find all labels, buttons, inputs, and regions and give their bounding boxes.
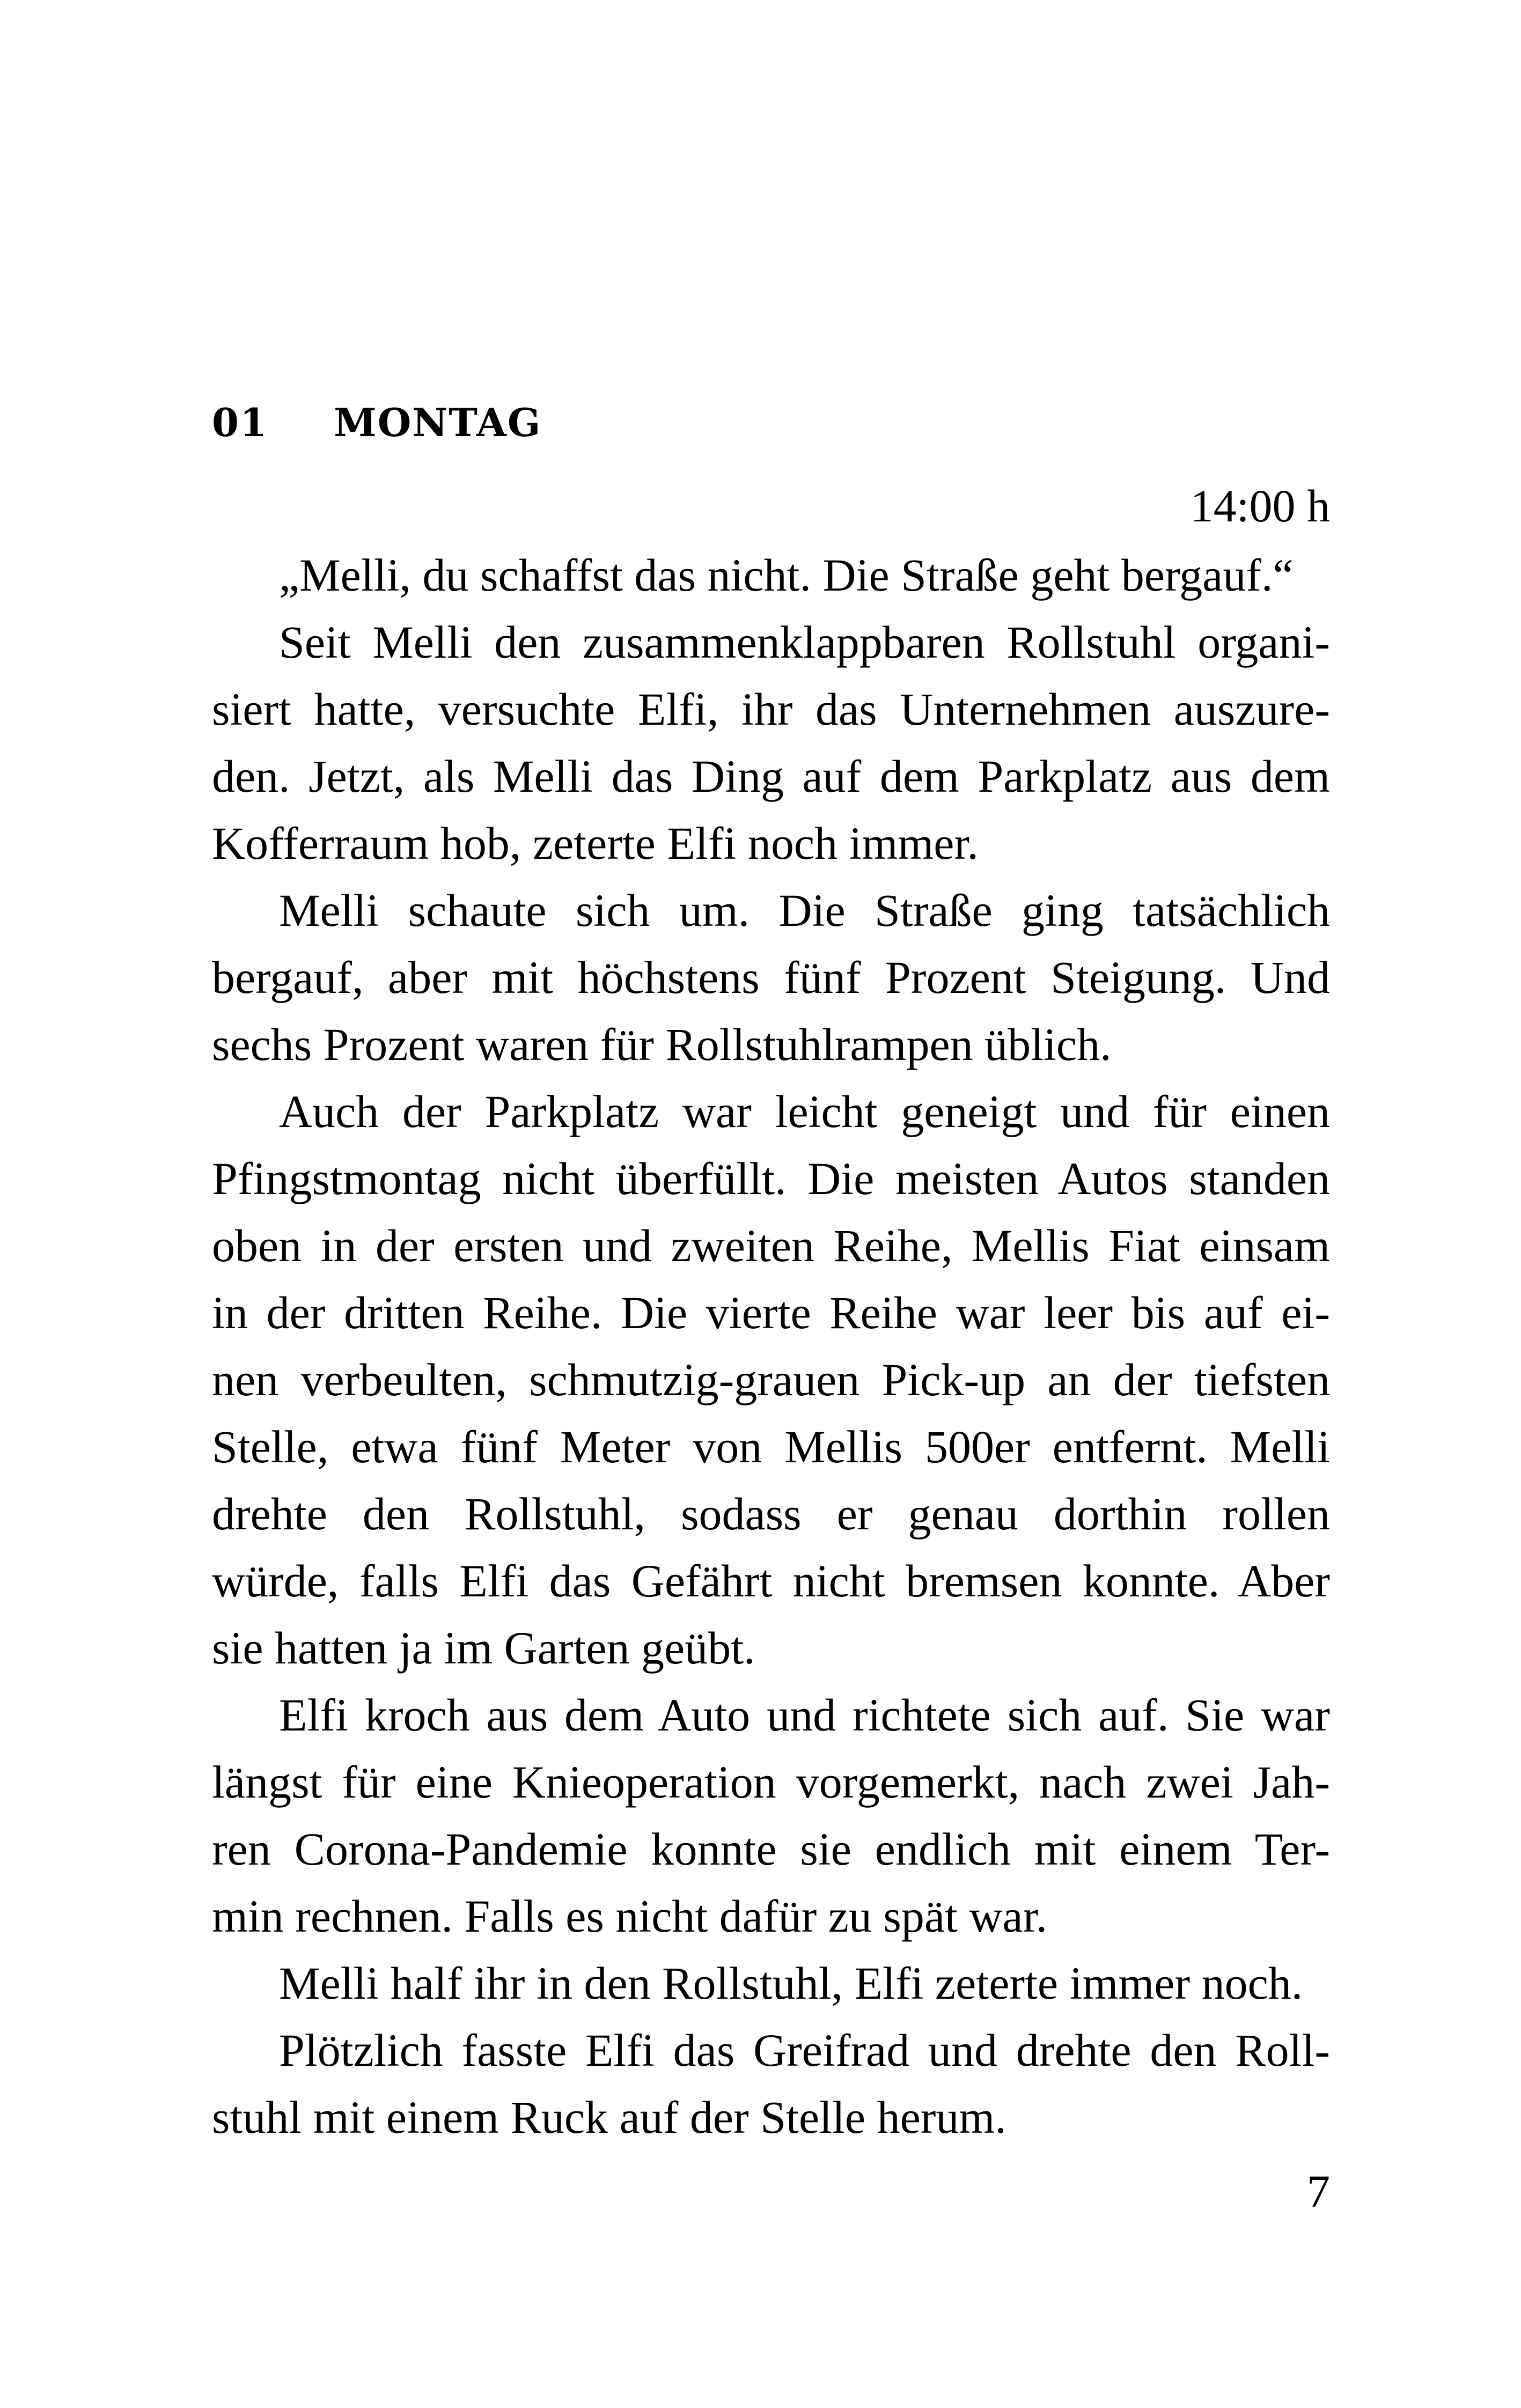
body-text: [212, 542, 1330, 2151]
text-line: Pfingstmontag nicht überfüllt. Die meisten Autos standen: [212, 1153, 1330, 1204]
text-line: würde, falls Elfi das Gefährt nicht bremsen konnte. Aber: [212, 1555, 1330, 1607]
text-line: längst für eine Knieoperation vorgemerkt, nach zwei Jah-: [212, 1756, 1330, 1808]
paragraph: [212, 542, 1330, 609]
time-stamp: 14:00 h: [1190, 480, 1330, 532]
text-line: oben in der ersten und zweiten Reihe, Mellis Fiat einsam: [212, 1220, 1330, 1271]
text-line: Auch der Parkplatz war leicht geneigt und für einen: [279, 1086, 1330, 1137]
text-line: sechs Prozent waren für Rollstuhlrampen üblich.: [212, 1019, 1112, 1070]
text-line: min rechnen. Falls es nicht dafür zu spät war.: [212, 1890, 1048, 1942]
text-line: in der dritten Reihe. Die vierte Reihe war leer bis auf ei-: [212, 1287, 1330, 1338]
text-line: ren Corona-Pandemie konnte sie endlich mit einem Ter-: [212, 1823, 1330, 1875]
text-line: Plötzlich fasste Elfi das Greifrad und drehte den Roll-: [279, 2024, 1330, 2076]
paragraph: [212, 1078, 1330, 1682]
text-line: drehte den Rollstuhl, sodass er genau dorthin rollen: [212, 1488, 1330, 1540]
text-line: siert hatte, versuchte Elfi, ihr das Unternehmen auszure-: [212, 683, 1330, 735]
chapter-title: MONTAG: [334, 400, 542, 445]
text-line: Kofferraum hob, zeterte Elfi noch immer.: [212, 818, 979, 869]
page-number: 7: [1307, 2166, 1330, 2217]
text-line: Elfi kroch aus dem Auto und richtete sich auf. Sie war: [279, 1689, 1330, 1741]
text-line: Melli half ihr in den Rollstuhl, Elfi zeterte immer noch.: [279, 1957, 1303, 2009]
paragraph: [212, 2017, 1330, 2151]
chapter-heading: [212, 400, 542, 445]
text-line: Stelle, etwa fünf Meter von Mellis 500er entfernt. Melli: [212, 1421, 1330, 1472]
text-line: sie hatten ja im Garten geübt.: [212, 1622, 755, 1674]
paragraph: [212, 877, 1330, 1078]
paragraph: [212, 609, 1330, 877]
text-line: den. Jetzt, als Melli das Ding auf dem Parkplatz aus dem: [212, 750, 1330, 802]
text-line: bergauf, aber mit höchstens fünf Prozent Steigung. Und: [212, 952, 1330, 1003]
paragraph: [212, 1682, 1330, 1950]
text-line: Melli schaute sich um. Die Straße ging tatsächlich: [279, 885, 1330, 936]
chapter-number: 01: [212, 400, 268, 445]
paragraph: [212, 1950, 1330, 2017]
text-line: stuhl mit einem Ruck auf der Stelle herum.: [212, 2092, 1006, 2143]
text-line: „Melli, du schaffst das nicht. Die Straße geht bergauf.“: [279, 549, 1294, 601]
text-line: nen verbeulten, schmutzig-grauen Pick-up an der tiefsten: [212, 1354, 1330, 1405]
text-line: Seit Melli den zusammenklappbaren Rollstuhl organi-: [279, 616, 1330, 668]
